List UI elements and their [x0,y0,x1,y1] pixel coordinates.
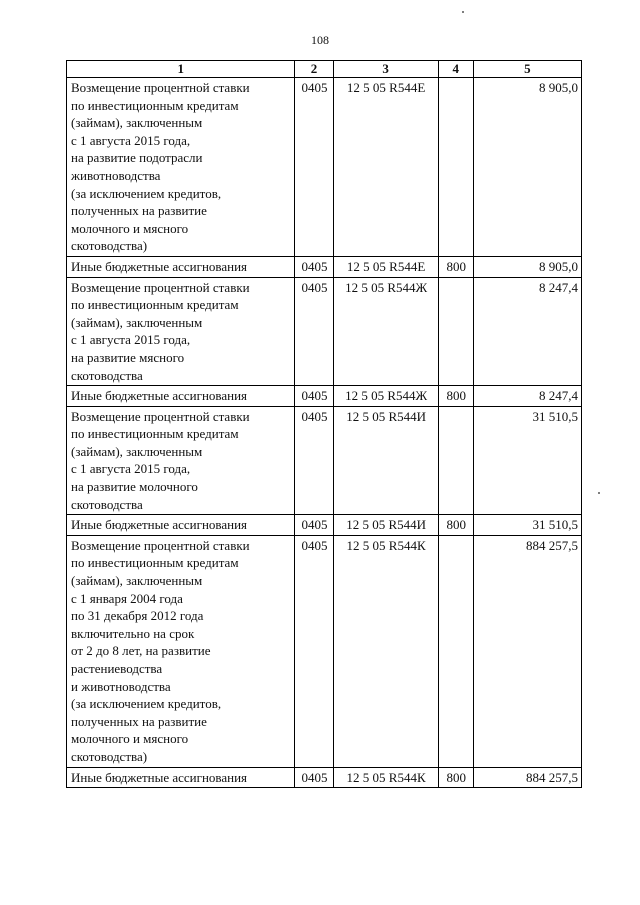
item-name: Иные бюджетные ассигнования [67,515,295,536]
amount: 884 257,5 [473,767,581,788]
section-code: 0405 [295,256,333,277]
item-name: Иные бюджетные ассигнования [67,386,295,407]
section-code: 0405 [295,535,333,767]
amount: 31 510,5 [473,406,581,515]
expense-type: 800 [438,767,473,788]
expense-type [438,406,473,515]
amount: 8 247,4 [473,277,581,386]
target-article-code: 12 5 05 R544К [333,767,438,788]
column-header: 3 [333,61,438,78]
column-header: 5 [473,61,581,78]
amount: 8 905,0 [473,256,581,277]
section-code: 0405 [295,406,333,515]
table-row [67,386,582,407]
scan-speck [462,11,464,13]
item-name: Возмещение процентной ставки по инвестиционным кредитам (займам), заключенным с 1 января 2004 года по 31 декабря 2012 года включительно на срок от 2 до 8 лет, на развитие растениеводства и животноводства (за исключением кредитов, полученных на развитие молочного и мясного скотоводства) [67,535,295,767]
item-name: Иные бюджетные ассигнования [67,256,295,277]
target-article-code: 12 5 05 R544Ж [333,386,438,407]
column-header: 4 [438,61,473,78]
section-code: 0405 [295,767,333,788]
table-row [67,256,582,277]
expense-type: 800 [438,386,473,407]
section-code: 0405 [295,386,333,407]
target-article-code: 12 5 05 R544И [333,406,438,515]
target-article-code: 12 5 05 R544К [333,535,438,767]
scan-speck [598,492,600,494]
amount: 31 510,5 [473,515,581,536]
section-code: 0405 [295,515,333,536]
target-article-code: 12 5 05 R544Е [333,256,438,277]
item-name: Возмещение процентной ставки по инвестиционным кредитам (займам), заключенным с 1 августа 2015 года, на развитие молочного скотоводства [67,406,295,515]
amount: 8 247,4 [473,386,581,407]
column-header: 1 [67,61,295,78]
target-article-code: 12 5 05 R544Е [333,78,438,257]
expense-type [438,535,473,767]
expense-type [438,277,473,386]
table-row [67,78,582,257]
target-article-code: 12 5 05 R544Ж [333,277,438,386]
section-code: 0405 [295,78,333,257]
expense-type [438,78,473,257]
amount: 884 257,5 [473,535,581,767]
target-article-code: 12 5 05 R544И [333,515,438,536]
table-row [67,277,582,386]
item-name: Иные бюджетные ассигнования [67,767,295,788]
column-header: 2 [295,61,333,78]
table-row [67,767,582,788]
table-row [67,535,582,767]
expense-type: 800 [438,515,473,536]
table-header-row [67,61,582,78]
budget-table [66,60,582,788]
item-name: Возмещение процентной ставки по инвестиционным кредитам (займам), заключенным с 1 августа 2015 года, на развитие подотрасли животноводства (за исключением кредитов, полученных на развитие молочного и мясного скотоводства) [67,78,295,257]
table-row [67,515,582,536]
item-name: Возмещение процентной ставки по инвестиционным кредитам (займам), заключенным с 1 августа 2015 года, на развитие мясного скотоводства [67,277,295,386]
expense-type: 800 [438,256,473,277]
amount: 8 905,0 [473,78,581,257]
table-row [67,406,582,515]
page-number: 108 [311,33,329,47]
section-code: 0405 [295,277,333,386]
